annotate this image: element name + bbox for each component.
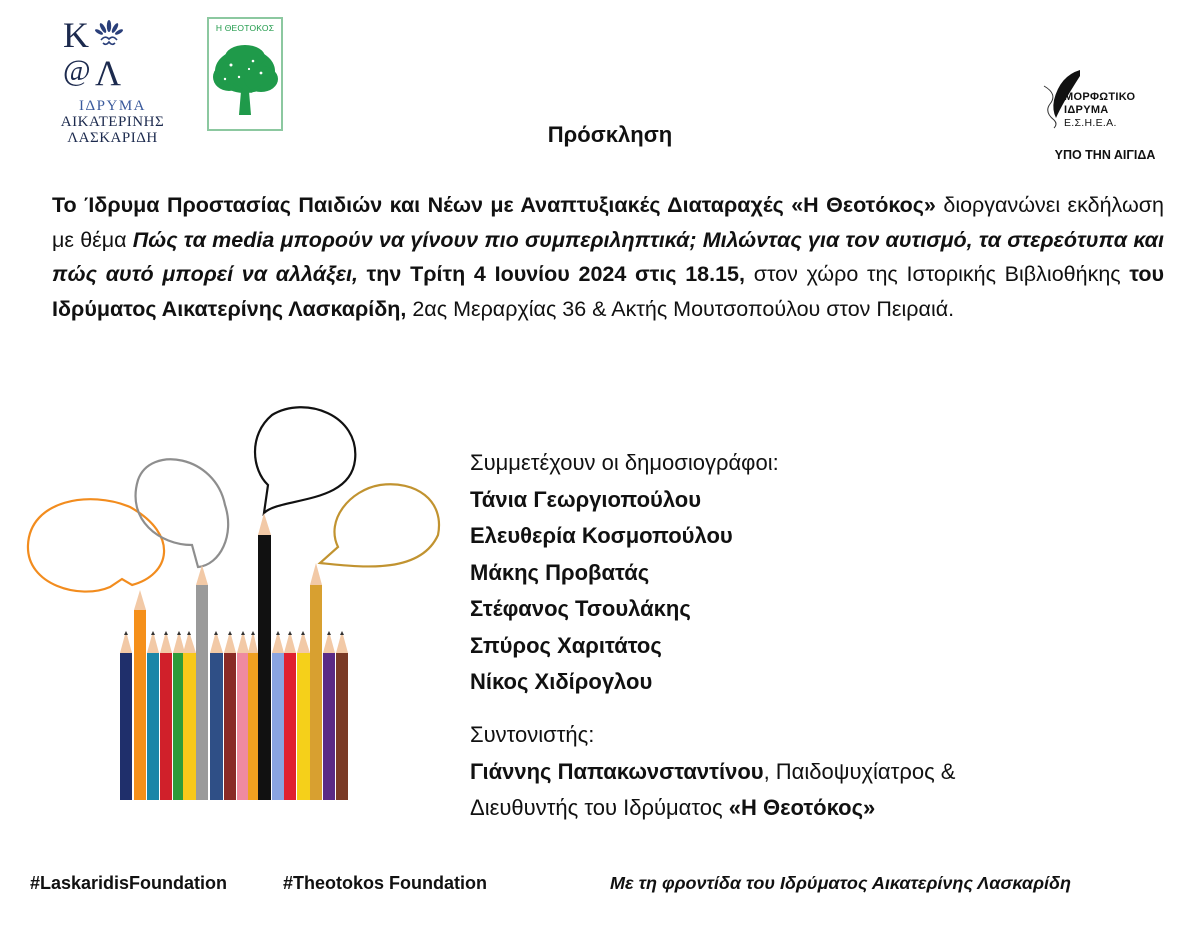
participant-name: Στέφανος Τσουλάκης — [470, 596, 691, 621]
esiea-foundation-logo — [1040, 70, 1170, 130]
under-auspices-label: ΥΠΟ ΤΗΝ ΑΙΓΙΔΑ — [1054, 148, 1156, 162]
coordinator-section — [470, 717, 1170, 827]
speech-bubble-gold — [320, 484, 439, 566]
logo-text-line: ΙΔΡΥΜΑ — [79, 98, 146, 114]
esiea-logo-text: Ε.Σ.Η.Ε.Α. — [1064, 117, 1117, 129]
intro-paragraph — [52, 188, 1164, 326]
footer-credit: Με τη φροντίδα του Ιδρύματος Αικατερίνης Λασκαρίδη — [610, 873, 1071, 893]
logo-text-line: ΛΑΣΚΑΡΙΔΗ — [67, 130, 158, 146]
hashtag-theotokos: #Theotokos Foundation — [283, 873, 487, 893]
participants-section — [470, 445, 1150, 701]
anthemion-flower-icon — [95, 18, 123, 48]
logo-text-line: ΑΙΚΑΤΕΡΙΝΗΣ — [60, 114, 165, 130]
participant-name: Τάνια Γεωργιοπούλου — [470, 486, 702, 512]
logo-monogram-at: @ — [63, 54, 91, 87]
theotokos-logo — [207, 17, 283, 131]
participant-name: Μάκης Προβατάς — [470, 559, 650, 585]
participant-name: Ελευθερία Κοσμοπούλου — [470, 523, 733, 548]
logo-monogram-k: K — [63, 15, 89, 55]
intro-text: στον χώρο της Ιστορικής Βιβλιοθήκης — [745, 262, 1130, 286]
pencils-speech-bubbles-illustration — [20, 395, 460, 815]
esiea-logo-text: ΜΟΡΦΩΤΙΚΟ — [1064, 91, 1136, 103]
event-venue: του Ιδρύματος Αικατερίνης Λασκαρίδη, — [52, 262, 1164, 321]
laskaridis-foundation-logo — [55, 14, 165, 146]
event-topic: Πώς τα media μπορούν να γίνουν πιο συμπεριληπτικά; Μιλώντας για τον αυτισμό, τα στερεότυπα και πώς αυτό μπορεί να αλλάξει, — [52, 227, 1164, 286]
coordinator-org: «Η Θεοτόκος» — [728, 795, 876, 820]
coordinator-label: Συντονιστής: — [470, 722, 595, 747]
participant-name: Σπύρος Χαριτάτος — [470, 632, 662, 658]
hashtag-laskaridis: #LaskaridisFoundation — [30, 873, 228, 893]
coordinator-name: Γιάννης Παπακωνσταντίνου — [470, 758, 764, 784]
participant-name: Νίκος Χιδίρογλου — [470, 669, 653, 694]
event-date: την Τρίτη 4 Ιουνίου 2024 στις 18.15, — [357, 262, 745, 286]
event-address: 2ας Μεραρχίας 36 & Ακτής Μουτσοπούλου στον Πειραιά. — [406, 296, 955, 321]
speech-bubble-gray — [136, 459, 229, 567]
esiea-logo-text: ΙΔΡΥΜΑ — [1064, 104, 1109, 116]
speech-bubble-orange — [28, 499, 164, 591]
organizer-name: Το Ίδρυμα Προστασίας Παιδιών και Νέων με Αναπτυξιακές Διαταραχές «Η Θεοτόκος» — [52, 193, 936, 217]
logo-monogram-lambda: Λ — [95, 53, 122, 93]
participants-label: Συμμετέχουν οι δημοσιογράφοι: — [470, 450, 779, 475]
intro-text: διοργανώνει εκδήλωση με θέμα — [52, 193, 1164, 252]
coordinator-role: , Παιδοψυχίατρος & — [763, 758, 956, 784]
coordinator-role: Διευθυντής του Ιδρύματος — [470, 795, 729, 820]
tree-icon — [209, 33, 281, 129]
speech-bubble-black — [255, 407, 355, 513]
theotokos-logo-text: Η ΘΕΟΤΟΚΟΣ — [215, 23, 275, 33]
page-title: Πρόσκληση — [547, 122, 673, 147]
